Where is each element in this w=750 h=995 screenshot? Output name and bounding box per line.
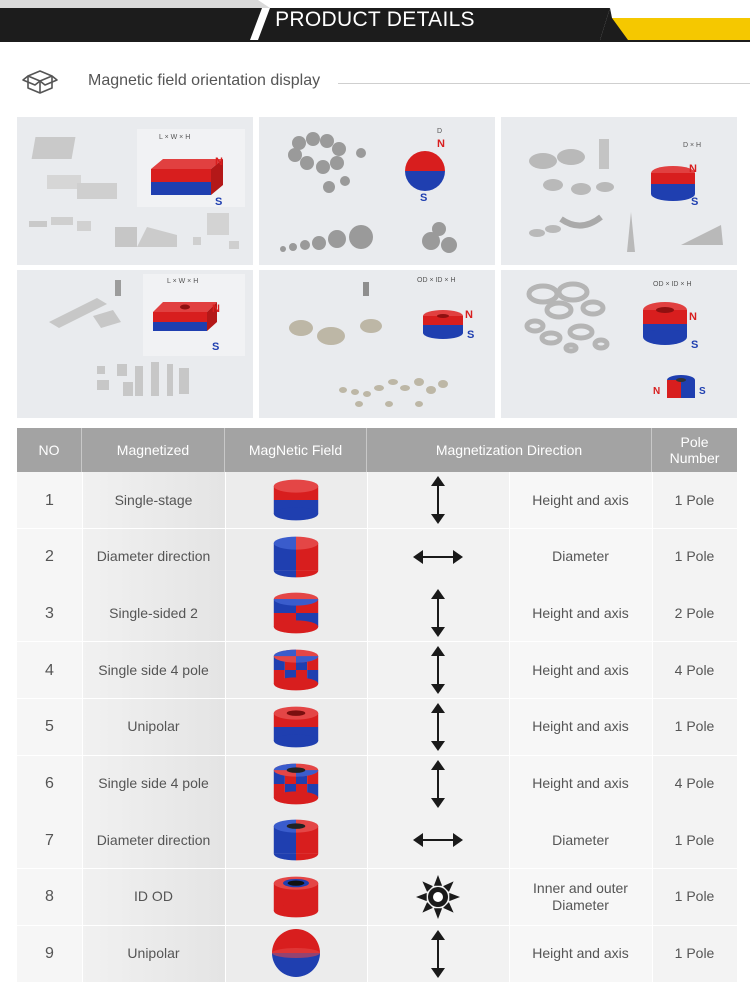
table-row — [17, 756, 737, 812]
column-separator — [82, 926, 83, 982]
tile-1-dimension-label: L × W × H — [159, 134, 191, 141]
header-magnetic-field: MagNetic Field — [225, 428, 367, 472]
cell-direction: Diameter — [509, 812, 652, 868]
cell-direction-line-1: Inner and outer — [533, 879, 628, 896]
tile-4-south-label: S — [212, 341, 220, 353]
column-separator — [367, 472, 368, 528]
magnet-sphere-axial-icon — [225, 926, 367, 982]
cell-no: 1 — [17, 472, 82, 528]
cell-magnetized: Diameter direction — [82, 529, 225, 585]
cell-direction: Height and axis — [509, 642, 652, 698]
column-separator — [82, 585, 83, 641]
gallery-tile-disc — [501, 117, 737, 265]
magnet-ring-radial-icon — [225, 869, 367, 925]
column-separator — [652, 529, 653, 585]
cell-direction: Height and axis — [509, 699, 652, 755]
gallery-tile-countersunk-ring — [259, 270, 495, 418]
tile-1-north-label: N — [215, 156, 223, 168]
column-separator — [225, 529, 226, 585]
tile-3-south-label: S — [691, 196, 699, 208]
column-separator — [367, 812, 368, 868]
vertical-arrow-icon — [367, 756, 509, 812]
cell-pole: 4 Pole — [652, 642, 737, 698]
vertical-arrow-icon — [367, 642, 509, 698]
cell-no: 8 — [17, 869, 82, 925]
table-row — [17, 926, 737, 982]
tile-3-dimension-label: D × H — [683, 142, 702, 149]
cell-magnetized: Unipolar — [82, 699, 225, 755]
cell-pole: 1 Pole — [652, 812, 737, 868]
header-pole-line-2: Number — [669, 450, 720, 466]
disc-magnets-image — [501, 117, 737, 265]
vertical-arrow-icon — [367, 699, 509, 755]
box-icon — [20, 66, 60, 98]
column-separator — [509, 812, 510, 868]
gallery-tile-block — [17, 117, 253, 265]
section-title: Magnetic field orientation display — [88, 72, 321, 89]
column-separator — [225, 585, 226, 641]
tile-4-north-label: N — [212, 303, 220, 315]
table-row — [17, 585, 737, 641]
gallery-tile-sphere — [259, 117, 495, 265]
column-separator — [367, 642, 368, 698]
sphere-magnets-image — [259, 117, 495, 265]
magnet-cylinder-two-pole-icon — [225, 585, 367, 641]
header-pole-number — [652, 428, 737, 472]
cell-direction: Height and axis — [509, 472, 652, 528]
cell-no: 4 — [17, 642, 82, 698]
table-row — [17, 529, 737, 585]
column-separator — [652, 756, 653, 812]
column-separator — [82, 812, 83, 868]
cell-magnetized: Diameter direction — [82, 812, 225, 868]
column-separator — [225, 756, 226, 812]
cell-magnetized: Unipolar — [82, 926, 225, 982]
tile-6-north-label-2: N — [653, 386, 661, 397]
column-separator — [82, 756, 83, 812]
column-separator — [652, 869, 653, 925]
cell-direction: Height and axis — [509, 585, 652, 641]
header-magnetization-direction: Magnetization Direction — [367, 428, 652, 472]
tile-4-dimension-label: L × W × H — [167, 278, 199, 285]
header-banner — [0, 0, 750, 42]
tile-5-dimension-label: OD × ID × H — [417, 277, 456, 284]
section-divider — [338, 83, 750, 84]
column-separator — [652, 642, 653, 698]
column-separator — [82, 642, 83, 698]
column-separator — [509, 529, 510, 585]
tile-1-south-label: S — [215, 196, 223, 208]
column-separator — [652, 699, 653, 755]
vertical-arrow-icon — [367, 926, 509, 982]
table-header — [17, 428, 737, 472]
cell-no: 5 — [17, 699, 82, 755]
column-separator — [367, 756, 368, 812]
magnet-cylinder-diametral-icon — [225, 529, 367, 585]
header-pole-line-1: Pole — [680, 434, 709, 450]
column-separator — [82, 699, 83, 755]
tile-6-dimension-label: OD × ID × H — [653, 281, 692, 288]
column-separator — [509, 869, 510, 925]
magnet-gallery — [17, 117, 733, 418]
cell-pole: 2 Pole — [652, 585, 737, 641]
column-separator — [509, 472, 510, 528]
tile-5-north-label: N — [465, 309, 473, 321]
table-row — [17, 642, 737, 698]
horizontal-arrow-icon — [367, 812, 509, 868]
magnet-ring-diametral-icon — [225, 812, 367, 868]
header-magnetized: Magnetized — [82, 428, 225, 472]
tile-6-south-label: S — [691, 339, 699, 351]
cell-no: 3 — [17, 585, 82, 641]
countersunk-ring-image — [259, 270, 495, 418]
column-separator — [367, 585, 368, 641]
gallery-tile-ring — [501, 270, 737, 418]
cell-no: 6 — [17, 756, 82, 812]
cell-direction: Height and axis — [509, 756, 652, 812]
vertical-arrow-icon — [367, 472, 509, 528]
tile-2-south-label: S — [420, 192, 428, 204]
column-separator — [652, 585, 653, 641]
column-separator — [509, 642, 510, 698]
table-row — [17, 699, 737, 755]
column-separator — [367, 869, 368, 925]
tile-2-north-label: N — [437, 138, 445, 150]
cell-no: 2 — [17, 529, 82, 585]
column-separator — [225, 699, 226, 755]
page-title: PRODUCT DETAILS — [275, 8, 475, 31]
column-separator — [82, 472, 83, 528]
gallery-tile-countersunk-block — [17, 270, 253, 418]
vertical-arrow-icon — [367, 585, 509, 641]
column-separator — [509, 699, 510, 755]
cell-direction: Diameter — [509, 529, 652, 585]
column-separator — [509, 756, 510, 812]
column-separator — [82, 869, 83, 925]
column-separator — [652, 472, 653, 528]
column-separator — [652, 926, 653, 982]
block-magnets-image — [17, 117, 253, 265]
cell-pole: 4 Pole — [652, 756, 737, 812]
section-heading — [0, 62, 750, 102]
column-separator — [225, 812, 226, 868]
column-separator — [509, 926, 510, 982]
column-separator — [367, 529, 368, 585]
cell-direction: Height and axis — [509, 926, 652, 982]
magnet-cylinder-four-pole-icon — [225, 642, 367, 698]
cell-magnetized: Single-sided 2 — [82, 585, 225, 641]
cell-pole: 1 Pole — [652, 529, 737, 585]
cell-pole: 1 Pole — [652, 699, 737, 755]
magnet-ring-axial-icon — [225, 699, 367, 755]
column-separator — [652, 812, 653, 868]
column-separator — [225, 926, 226, 982]
column-separator — [225, 472, 226, 528]
column-separator — [225, 869, 226, 925]
table-row — [17, 869, 737, 925]
column-separator — [367, 926, 368, 982]
cell-no: 7 — [17, 812, 82, 868]
header-no: NO — [17, 428, 82, 472]
tile-3-north-label: N — [689, 163, 697, 175]
table-row — [17, 812, 737, 868]
cell-magnetized: Single side 4 pole — [82, 756, 225, 812]
tile-6-north-label: N — [689, 311, 697, 323]
cell-no: 9 — [17, 926, 82, 982]
column-separator — [82, 529, 83, 585]
cell-pole: 1 Pole — [652, 869, 737, 925]
table-row — [17, 472, 737, 528]
tile-2-dimension-label: D — [437, 128, 443, 135]
column-separator — [367, 699, 368, 755]
cell-magnetized: Single-stage — [82, 472, 225, 528]
horizontal-arrow-icon — [367, 529, 509, 585]
tile-5-south-label: S — [467, 329, 475, 341]
magnet-cylinder-axial-icon — [225, 472, 367, 528]
cell-direction-line-2: Diameter — [552, 896, 609, 913]
tile-6-south-label-2: S — [699, 386, 706, 397]
cell-magnetized: ID OD — [82, 869, 225, 925]
radial-star-icon — [367, 869, 509, 925]
cell-direction — [509, 869, 652, 925]
countersunk-block-image — [17, 270, 253, 418]
cell-pole: 1 Pole — [652, 926, 737, 982]
ring-magnets-image — [501, 270, 737, 418]
magnet-ring-four-pole-icon — [225, 756, 367, 812]
column-separator — [509, 585, 510, 641]
column-separator — [225, 642, 226, 698]
cell-pole: 1 Pole — [652, 472, 737, 528]
cell-magnetized: Single side 4 pole — [82, 642, 225, 698]
